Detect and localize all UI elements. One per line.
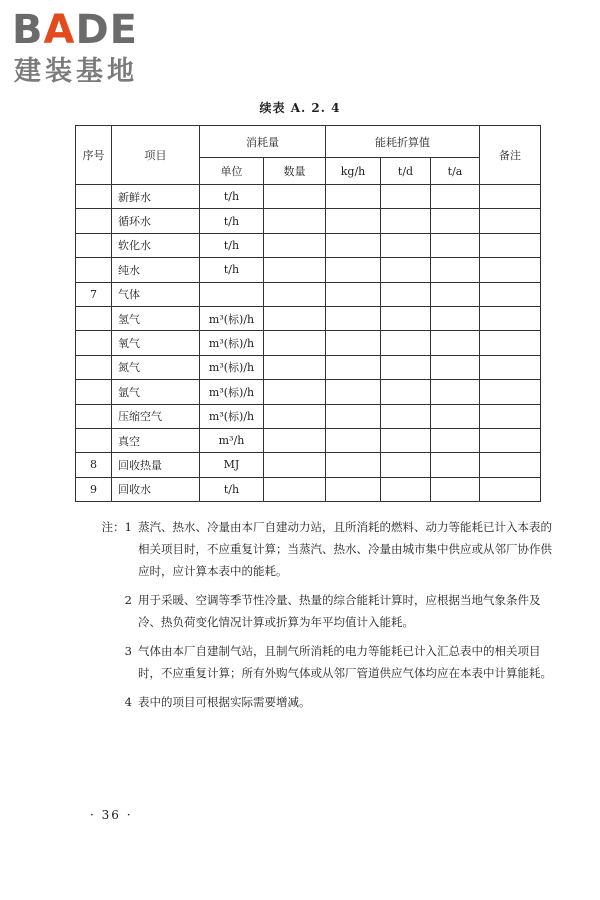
cell-quantity: [264, 428, 326, 452]
cell-ta: [431, 306, 480, 330]
cell-kgh: [326, 428, 381, 452]
row-unit: t/h: [200, 477, 264, 501]
cell-remarks: [480, 331, 541, 355]
row-seq: [76, 185, 112, 209]
table-row: [76, 306, 541, 330]
header-kgh: kg/h: [326, 158, 381, 185]
row-seq: [76, 355, 112, 379]
table-row: [76, 185, 541, 209]
note-number: 4: [124, 695, 132, 709]
row-item: 氢气: [112, 306, 200, 330]
cell-ta: [431, 258, 480, 282]
cell-remarks: [480, 185, 541, 209]
cell-td: [381, 282, 431, 306]
row-seq: [76, 209, 112, 233]
cell-ta: [431, 331, 480, 355]
cell-quantity: [264, 282, 326, 306]
cell-quantity: [264, 233, 326, 257]
cell-quantity: [264, 306, 326, 330]
note-item: [100, 589, 555, 633]
row-seq: [76, 331, 112, 355]
cell-remarks: [480, 306, 541, 330]
row-unit: t/h: [200, 258, 264, 282]
note-text: 表中的项目可根据实际需要增减。: [138, 695, 311, 709]
note-text: 气体由本厂自建制气站，且制气所消耗的电力等能耗已计入汇总表中的相关项目时，不应重复计算；所有外购气体或从邻厂管道供应气体均应在本表中计算能耗。: [138, 644, 552, 680]
cell-td: [381, 477, 431, 501]
table-notes: [100, 516, 555, 713]
cell-remarks: [480, 380, 541, 404]
row-item: 回收水: [112, 477, 200, 501]
logo-wordmark: BADE: [12, 7, 138, 53]
cell-ta: [431, 355, 480, 379]
table-row: [76, 331, 541, 355]
cell-td: [381, 209, 431, 233]
row-item: 气体: [112, 282, 200, 306]
table-caption: 续表 A. 2. 4: [259, 101, 341, 115]
header-unit: 单位: [200, 158, 264, 185]
row-item: 真空: [112, 428, 200, 452]
row-seq: [76, 306, 112, 330]
header-seq: 序号: [76, 126, 112, 185]
header-energy-conversion: 能耗折算值: [326, 126, 480, 158]
table-row: [76, 453, 541, 477]
row-unit: [200, 282, 264, 306]
table-row: [76, 404, 541, 428]
cell-remarks: [480, 428, 541, 452]
cell-td: [381, 453, 431, 477]
row-seq: [76, 404, 112, 428]
cell-ta: [431, 282, 480, 306]
cell-quantity: [264, 258, 326, 282]
cell-remarks: [480, 209, 541, 233]
cell-kgh: [326, 258, 381, 282]
row-seq: 8: [76, 453, 112, 477]
cell-td: [381, 185, 431, 209]
row-seq: 7: [76, 282, 112, 306]
cell-ta: [431, 404, 480, 428]
row-unit: t/h: [200, 233, 264, 257]
cell-kgh: [326, 404, 381, 428]
cell-kgh: [326, 233, 381, 257]
note-number: 注：1: [101, 520, 132, 534]
table-row: [76, 258, 541, 282]
row-unit: m³/h: [200, 428, 264, 452]
cell-quantity: [264, 453, 326, 477]
cell-td: [381, 428, 431, 452]
row-item: 新鲜水: [112, 185, 200, 209]
cell-quantity: [264, 477, 326, 501]
row-seq: [76, 233, 112, 257]
row-unit: t/h: [200, 209, 264, 233]
cell-td: [381, 233, 431, 257]
row-unit: m³(标)/h: [200, 306, 264, 330]
cell-kgh: [326, 477, 381, 501]
cell-ta: [431, 477, 480, 501]
cell-ta: [431, 233, 480, 257]
cell-kgh: [326, 453, 381, 477]
cell-ta: [431, 209, 480, 233]
header-quantity: 数量: [264, 158, 326, 185]
cell-remarks: [480, 258, 541, 282]
cell-kgh: [326, 355, 381, 379]
cell-remarks: [480, 355, 541, 379]
cell-td: [381, 258, 431, 282]
table-row: [76, 428, 541, 452]
table-row: [76, 282, 541, 306]
brand-logo: [12, 6, 182, 90]
cell-ta: [431, 380, 480, 404]
row-unit: m³(标)/h: [200, 355, 264, 379]
cell-kgh: [326, 380, 381, 404]
note-number: 3: [124, 644, 132, 658]
header-item: 项目: [112, 126, 200, 185]
cell-quantity: [264, 380, 326, 404]
row-seq: [76, 380, 112, 404]
logo-subtitle: 建装基地: [14, 56, 138, 87]
row-item: 软化水: [112, 233, 200, 257]
header-remarks: 备注: [480, 126, 541, 185]
row-item: 氮气: [112, 355, 200, 379]
note-item: [100, 516, 555, 582]
note-number: 2: [124, 593, 132, 607]
cell-td: [381, 331, 431, 355]
table-row: [76, 477, 541, 501]
table-row: [76, 233, 541, 257]
note-text: 蒸汽、热水、冷量由本厂自建动力站，且所消耗的燃料、动力等能耗已计入本表的相关项目时，不应重复计算；当蒸汽、热水、冷量由城市集中供应或从邻厂协作供应时，应计算本表中的能耗。: [138, 520, 552, 578]
cell-remarks: [480, 453, 541, 477]
cell-remarks: [480, 282, 541, 306]
cell-quantity: [264, 404, 326, 428]
row-unit: m³(标)/h: [200, 331, 264, 355]
cell-quantity: [264, 185, 326, 209]
cell-kgh: [326, 185, 381, 209]
header-td: t/d: [381, 158, 431, 185]
cell-td: [381, 380, 431, 404]
row-item: 循环水: [112, 209, 200, 233]
row-item: 压缩空气: [112, 404, 200, 428]
row-seq: [76, 428, 112, 452]
page-number: · 36 ·: [90, 808, 133, 822]
table-row: [76, 380, 541, 404]
row-item: 回收热量: [112, 453, 200, 477]
row-unit: m³(标)/h: [200, 380, 264, 404]
note-item: [100, 640, 555, 684]
note-item: [100, 691, 555, 713]
header-consumption: 消耗量: [200, 126, 326, 158]
cell-kgh: [326, 306, 381, 330]
energy-consumption-table: [75, 125, 541, 502]
header-ta: t/a: [431, 158, 480, 185]
cell-quantity: [264, 209, 326, 233]
cell-quantity: [264, 331, 326, 355]
cell-td: [381, 355, 431, 379]
cell-ta: [431, 428, 480, 452]
row-item: 氧气: [112, 331, 200, 355]
note-text: 用于采暖、空调等季节性冷量、热量的综合能耗计算时，应根据当地气象条件及冷、热负荷变化情况计算或折算为年平均值计入能耗。: [138, 593, 541, 629]
row-unit: t/h: [200, 185, 264, 209]
cell-kgh: [326, 331, 381, 355]
row-unit: m³(标)/h: [200, 404, 264, 428]
table-row: [76, 355, 541, 379]
row-item: 纯水: [112, 258, 200, 282]
cell-td: [381, 404, 431, 428]
cell-kgh: [326, 209, 381, 233]
cell-kgh: [326, 282, 381, 306]
cell-td: [381, 306, 431, 330]
cell-remarks: [480, 404, 541, 428]
cell-ta: [431, 453, 480, 477]
cell-quantity: [264, 355, 326, 379]
cell-remarks: [480, 233, 541, 257]
row-seq: [76, 258, 112, 282]
table-row: [76, 209, 541, 233]
row-item: 氩气: [112, 380, 200, 404]
cell-ta: [431, 185, 480, 209]
row-seq: 9: [76, 477, 112, 501]
row-unit: MJ: [200, 453, 264, 477]
cell-remarks: [480, 477, 541, 501]
